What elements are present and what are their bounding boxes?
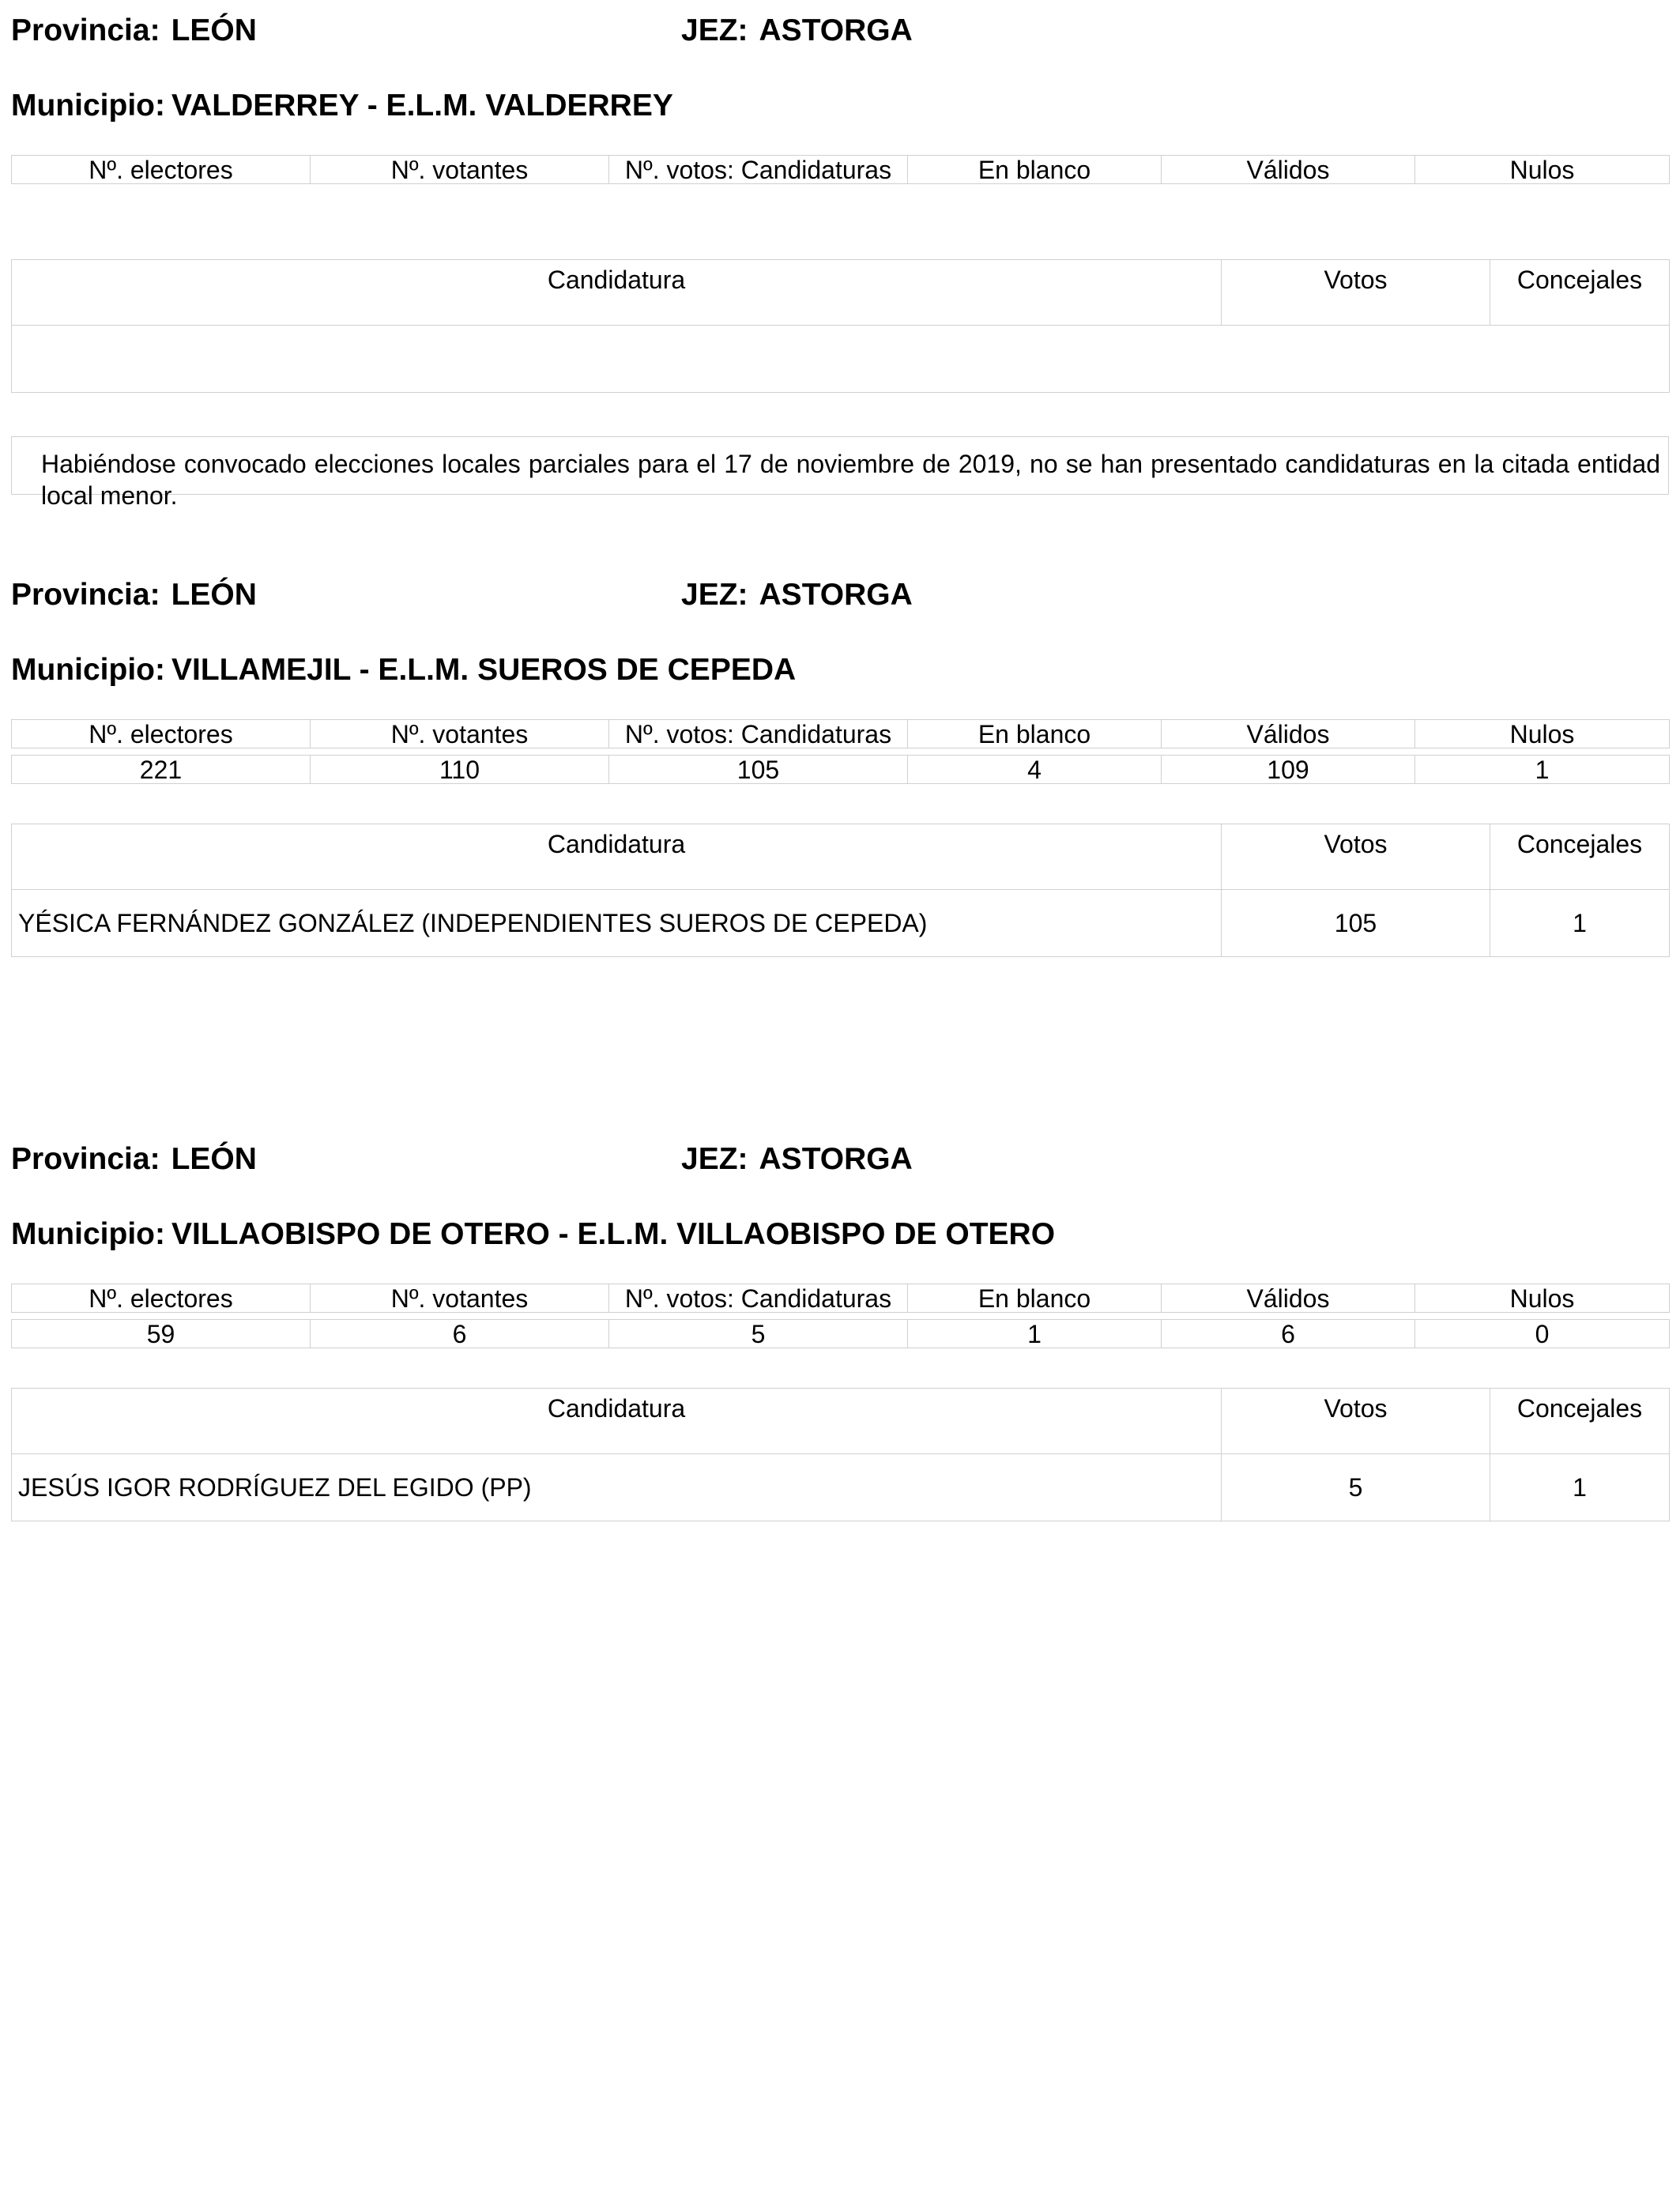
candidates-table [11,259,1670,393]
header-nulos: Nulos [1415,1284,1670,1313]
jez-value: ASTORGA [759,1142,913,1176]
candidates-table [11,1388,1670,1521]
header-votantes: Nº. votantes [311,1284,609,1313]
value-validos: 6 [1162,1320,1415,1348]
header-validos: Válidos [1162,156,1415,184]
header-nulos: Nulos [1415,156,1670,184]
provincia-value: LEÓN [171,13,257,47]
candidate-concejales: 1 [1490,1454,1670,1521]
candidate-row [12,1454,1670,1521]
candidates-header-row [12,260,1670,326]
gap-cell [12,748,1670,756]
jez-label: JEZ: [681,1142,748,1176]
value-en-blanco: 4 [908,756,1162,784]
value-validos: 109 [1162,756,1415,784]
candidate-row-empty [12,326,1670,393]
stats-gap-row [12,1313,1670,1320]
header-concejales: Concejales [1490,260,1670,326]
value-electores: 59 [12,1320,311,1348]
header-votos: Votos [1222,824,1490,890]
jez-line [681,575,913,615]
stats-table [11,1284,1670,1348]
jez-value: ASTORGA [759,578,913,612]
provincia-value: LEÓN [171,1142,257,1176]
candidate-votos: 105 [1222,890,1490,957]
header-candidatura: Candidatura [12,260,1222,326]
notice-box [11,436,1669,510]
municipio-value: VILLAMEJIL - E.L.M. SUEROS DE CEPEDA [171,653,797,687]
jez-label: JEZ: [681,578,748,612]
stats-gap-row [12,748,1670,756]
candidates-table [11,824,1670,957]
header-votos-candidaturas: Nº. votos: Candidaturas [609,156,908,184]
provincia-label: Provincia: [11,578,160,612]
header-validos: Válidos [1162,1284,1415,1313]
value-nulos: 1 [1415,756,1670,784]
header-en-blanco: En blanco [908,156,1162,184]
header-votos-candidaturas: Nº. votos: Candidaturas [609,720,908,748]
municipio-value: VALDERREY - E.L.M. VALDERREY [171,89,673,123]
header-electores: Nº. electores [12,1284,311,1313]
provincia-line [11,11,257,51]
municipio-line [11,86,673,126]
value-en-blanco: 1 [908,1320,1162,1348]
header-votos: Votos [1222,260,1490,326]
header-en-blanco: En blanco [908,1284,1162,1313]
stats-header-row [12,1284,1670,1313]
header-candidatura: Candidatura [12,824,1222,890]
value-electores: 221 [12,756,311,784]
municipio-value: VILLAOBISPO DE OTERO - E.L.M. VILLAOBISPO DE OTERO [171,1217,1056,1251]
value-votantes: 110 [311,756,609,784]
candidate-votos: 5 [1222,1454,1490,1521]
notice-text: Habiéndose convocado elecciones locales parciales para el 17 de noviembre de 2019, no se han presentado candidaturas en la citada entidad local menor. [41,450,1660,510]
header-candidatura: Candidatura [12,1389,1222,1454]
header-concejales: Concejales [1490,1389,1670,1454]
header-validos: Válidos [1162,720,1415,748]
header-nulos: Nulos [1415,720,1670,748]
candidate-row [12,890,1670,957]
empty-candidate-cell [12,326,1670,393]
candidates-header-row [12,1389,1670,1454]
municipio-label: Municipio: [11,89,165,123]
jez-line [681,1140,913,1179]
header-votos-candidaturas: Nº. votos: Candidaturas [609,1284,908,1313]
stats-value-row [12,756,1670,784]
jez-value: ASTORGA [759,13,913,47]
provincia-label: Provincia: [11,13,160,47]
provincia-line [11,1140,257,1179]
candidate-concejales: 1 [1490,890,1670,957]
gap-cell [12,1313,1670,1320]
header-votos: Votos [1222,1389,1490,1454]
jez-line [681,11,913,51]
candidate-name: JESÚS IGOR RODRÍGUEZ DEL EGIDO (PP) [12,1454,1222,1521]
header-concejales: Concejales [1490,824,1670,890]
stats-header-row [12,720,1670,748]
stats-value-row [12,1320,1670,1348]
provincia-line [11,575,257,615]
header-electores: Nº. electores [12,720,311,748]
header-votantes: Nº. votantes [311,720,609,748]
stats-table [11,155,1670,184]
header-en-blanco: En blanco [908,720,1162,748]
candidates-header-row [12,824,1670,890]
header-electores: Nº. electores [12,156,311,184]
municipio-line [11,1215,1055,1254]
jez-label: JEZ: [681,13,748,47]
header-votantes: Nº. votantes [311,156,609,184]
municipio-line [11,650,796,690]
municipio-label: Municipio: [11,653,165,687]
value-votos-candidaturas: 5 [609,1320,908,1348]
stats-header-row [12,156,1670,184]
candidate-name: YÉSICA FERNÁNDEZ GONZÁLEZ (INDEPENDIENTES SUEROS DE CEPEDA) [12,890,1222,957]
value-votantes: 6 [311,1320,609,1348]
provincia-value: LEÓN [171,578,257,612]
stats-table [11,719,1670,784]
value-nulos: 0 [1415,1320,1670,1348]
value-votos-candidaturas: 105 [609,756,908,784]
provincia-label: Provincia: [11,1142,160,1176]
municipio-label: Municipio: [11,1217,165,1251]
